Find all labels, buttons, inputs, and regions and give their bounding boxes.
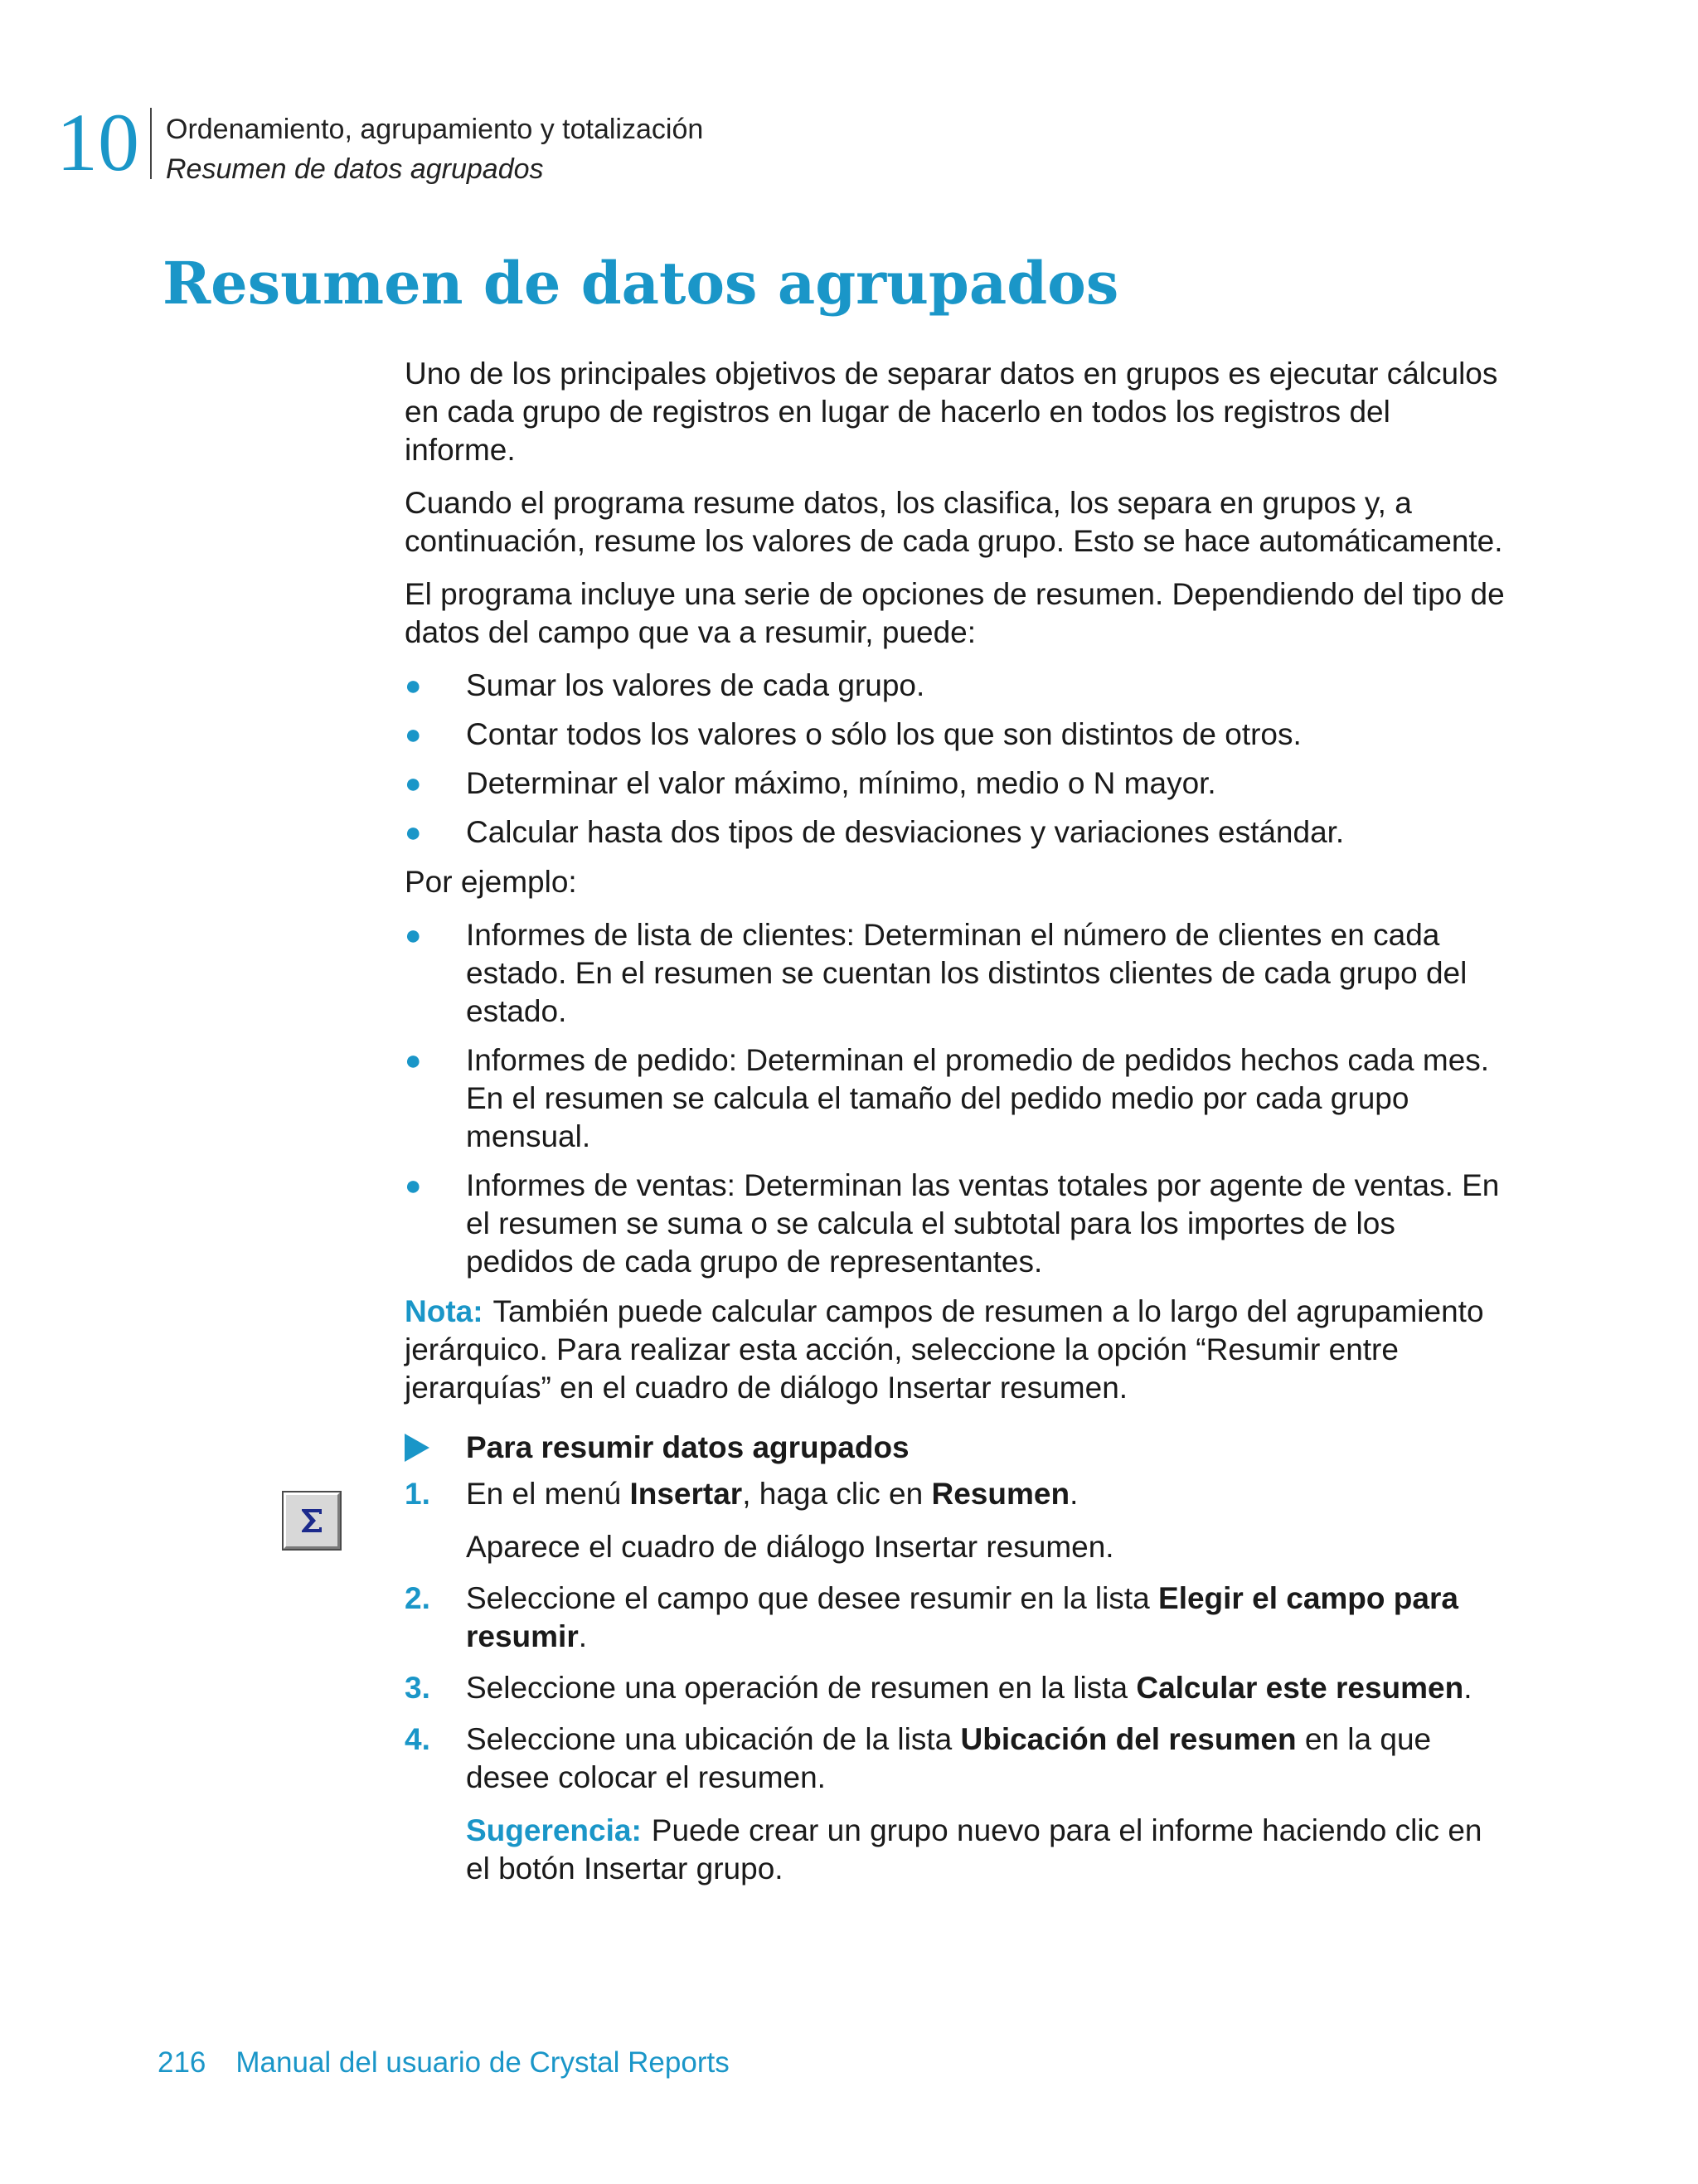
chapter-title: Ordenamiento, agrupamiento y totalización (166, 114, 704, 145)
step-number: 4. (405, 1722, 430, 1756)
procedure-heading: Para resumir datos agrupados (405, 1429, 1507, 1467)
step-item: 2. Seleccione el campo que desee resumir en la lista Elegir el campo para resumir. (405, 1581, 1458, 1653)
list-item: ● Contar todos los valores o sólo los que son distintos de otros. (405, 716, 1507, 754)
body-content (405, 355, 1507, 1901)
chapter-number: 10 (56, 96, 139, 188)
step-item: 1. En el menú Insertar, haga clic en Resumen. Aparece el cuadro de diálogo Insertar resumen. (405, 1475, 1507, 1566)
step-number: 1. (405, 1477, 430, 1511)
menu-name: Insertar (629, 1477, 743, 1511)
header-divider (150, 108, 152, 179)
tip-text: Puede crear un grupo nuevo para el informe haciendo clic en el botón Insertar grupo. (466, 1813, 1482, 1886)
list-item: ● Informes de ventas: Determinan las ventas totales por agente de ventas. En el resumen se suma o se calcula el subtotal para los importes de los pedidos de cada grupo de representantes. (405, 1168, 1500, 1279)
bullet-icon: ● (405, 670, 422, 701)
step-item: 3. Seleccione una operación de resumen en la lista Calcular este resumen. (405, 1669, 1507, 1707)
page-title: Resumen de datos agrupados (163, 249, 1119, 318)
tip-label: Sugerencia: (466, 1813, 642, 1847)
step-number: 3. (405, 1671, 430, 1705)
bullet-icon: ● (405, 719, 422, 750)
step-number: 2. (405, 1581, 430, 1615)
note (405, 1293, 1507, 1407)
note-label: Nota: (405, 1294, 483, 1328)
step-item: 4. Seleccione una ubicación de la lista Ubicación del resumen en la que desee colocar el resumen. Sugerencia: Puede crear un grupo nuevo para el informe haciendo clic en el botón Insertar grupo. (405, 1721, 1507, 1888)
list-name: Elegir el campo para resumir (466, 1581, 1458, 1653)
manual-title: Manual del usuario de Crystal Reports (235, 2046, 730, 2079)
intro-paragraph: El programa incluye una serie de opciones de resumen. Dependiendo del tipo de datos del campo que va a resumir, puede: (405, 577, 1505, 649)
bullet-icon: ● (405, 920, 422, 951)
note-text: También puede calcular campos de resumen a lo largo del agrupamiento jerárquico. Para realizar esta acción, seleccione la opción “Resumir entre jerarquías” en el cuadro de diálogo Insertar resumen. (405, 1294, 1484, 1405)
list-item: ● Calcular hasta dos tipos de desviaciones y variaciones estándar. (405, 813, 1507, 852)
page-number: 216 (158, 2046, 206, 2079)
bullet-icon: ● (405, 1045, 422, 1076)
list-item: ● Informes de pedido: Determinan el promedio de pedidos hechos cada mes. En el resumen se calcula el tamaño del pedido medio por cada grupo mensual. (405, 1043, 1490, 1153)
play-arrow-icon (405, 1434, 429, 1462)
list-item: ● Determinar el valor máximo, mínimo, medio o N mayor. (405, 764, 1507, 803)
intro-paragraph: Cuando el programa resume datos, los clasifica, los separa en grupos y, a continuación, resume los valores de cada grupo. Esto se hace automáticamente. (405, 486, 1503, 558)
command-name: Resumen (931, 1477, 1070, 1511)
list-name: Calcular este resumen (1136, 1671, 1464, 1705)
example-label: Por ejemplo: (405, 865, 577, 899)
intro-paragraph: Uno de los principales objetivos de separar datos en grupos es ejecutar cálculos en cada grupo de registros en lugar de hacerlo en todos los registros del informe. (405, 357, 1498, 467)
step-result: Aparece el cuadro de diálogo Insertar resumen. (466, 1530, 1114, 1564)
examples-list (405, 916, 1507, 1281)
bullet-icon: ● (405, 1170, 422, 1201)
running-header (166, 109, 703, 189)
list-name: Ubicación del resumen (960, 1722, 1297, 1756)
list-item: ● Sumar los valores de cada grupo. (405, 667, 1507, 705)
procedure-steps (405, 1475, 1507, 1888)
page-footer (158, 2043, 730, 2083)
list-item: ● Informes de lista de clientes: Determinan el número de clientes en cada estado. En el resumen se cuentan los distintos clientes de cada grupo del estado. (405, 918, 1468, 1028)
bullet-icon: ● (405, 817, 422, 848)
bullet-icon: ● (405, 768, 422, 799)
sigma-icon (284, 1492, 340, 1549)
options-list (405, 667, 1507, 852)
section-title: Resumen de datos agrupados (166, 153, 544, 185)
tip (466, 1812, 1507, 1888)
